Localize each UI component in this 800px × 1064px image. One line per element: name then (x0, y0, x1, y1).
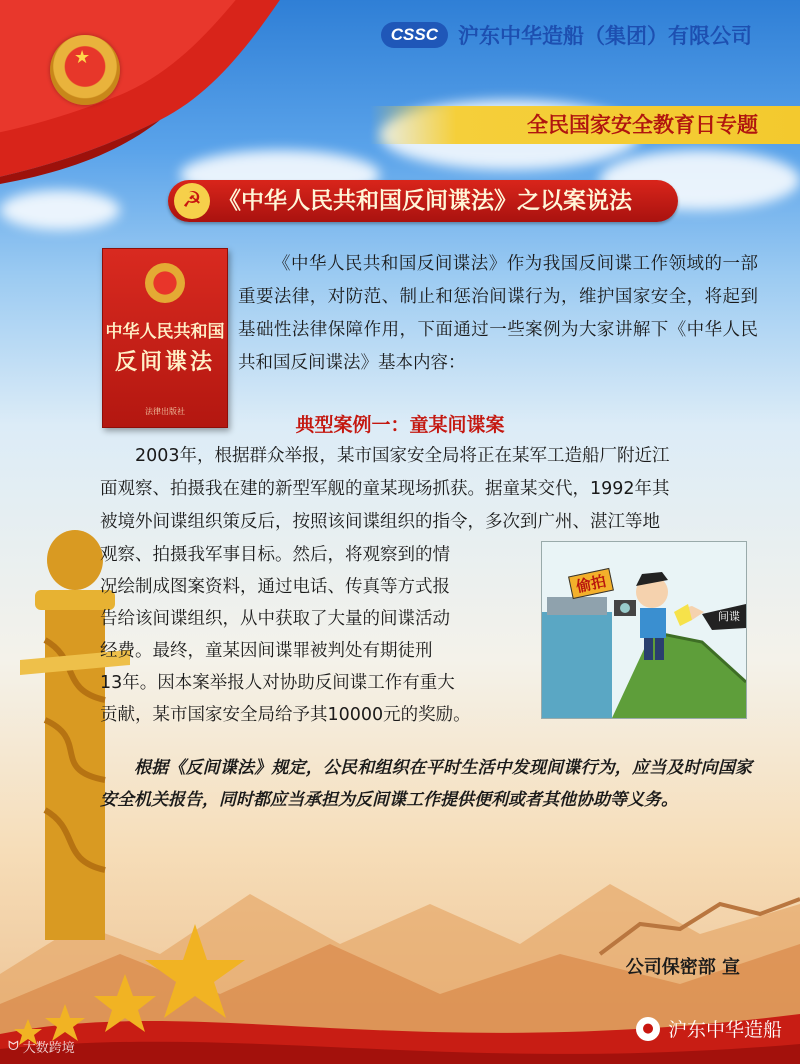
wechat-account (636, 1015, 782, 1042)
case-line: 告给该间谍组织，从中获取了大量的间谍活动 (100, 609, 450, 629)
watermark-text: 大数跨境 (22, 1041, 75, 1056)
book-title-line1: 中华人民共和国 (105, 322, 225, 342)
headline-banner (168, 180, 678, 222)
book-publisher: 法律出版社 (145, 407, 185, 416)
cartoon-sign-text: 偷拍 (568, 568, 614, 599)
spy-cartoon-image (541, 541, 747, 719)
cartoon-illustration (542, 542, 746, 718)
party-emblem-icon: ☭ (174, 183, 210, 219)
case-paragraph-top (100, 440, 750, 539)
wechat-icon: ● (636, 1017, 660, 1041)
case-line: 经费。最终，童某因间谍罪被判处有期徒刑 (100, 641, 433, 661)
case-line: 观察、拍摄我军事目标。然后，将观察到的情 (100, 545, 450, 565)
company-logo: CSSC (381, 22, 448, 48)
cartoon-badge-text: 间谍 (718, 610, 740, 623)
watermark-logo-icon: ᗢ (8, 1039, 19, 1054)
law-book-cover (102, 248, 228, 428)
case-paragraph-bottom (100, 539, 528, 731)
case-line: 被境外间谍组织策反后，按照该间谍组织的指令，多次到广州、湛江等地 (100, 512, 660, 532)
legal-note: 根据《反间谍法》规定，公民和组织在平时生活中发现间谍行为，应当及时向国家安全机关报告，同时都应当承担为反间谍工作提供便利或者其他协助等义务。 (100, 758, 752, 810)
flag-illustration (0, 0, 320, 190)
book-emblem-icon (145, 263, 185, 303)
cloud (0, 190, 120, 230)
case-title: 典型案例一：童某间谍案 (295, 414, 505, 436)
case-line: 面观察、拍摄我在建的新型军舰的童某现场抓获。据童某交代，1992年其 (100, 479, 670, 499)
department-signature: 公司保密部 宣 (625, 957, 740, 978)
topic-banner: 全民国家安全教育日专题 (370, 106, 800, 144)
case-line: 2003年，根据群众举报，某市国家安全局将正在某军工造船厂附近江 (100, 446, 670, 466)
book-title-line2: 反间谍法 (114, 349, 215, 375)
case-line: 13年。因本案举报人对协助反间谍工作有重大 (100, 673, 455, 693)
case-line: 况绘制成图案资料，通过电话、传真等方式报 (100, 577, 450, 597)
headline-text: 《中华人民共和国反间谍法》之以案说法 (218, 188, 632, 214)
national-emblem-icon: ★ (50, 35, 120, 105)
watermark (8, 1037, 75, 1056)
intro-paragraph: 《中华人民共和国反间谍法》作为我国反间谍工作领域的一部重要法律，对防范、制止和惩治间谍行为，维护国家安全，将起到基础性法律保障作用，下面通过一些案例为大家讲解下《中华人民共和国反间谍法》基本内容： (238, 254, 758, 373)
case-line: 贡献，某市国家安全局给予其10000元的奖励。 (100, 705, 471, 725)
wechat-account-name: 沪东中华造船 (667, 1019, 782, 1041)
company-header (381, 20, 752, 50)
company-name: 沪东中华造船（集团）有限公司 (458, 24, 752, 48)
